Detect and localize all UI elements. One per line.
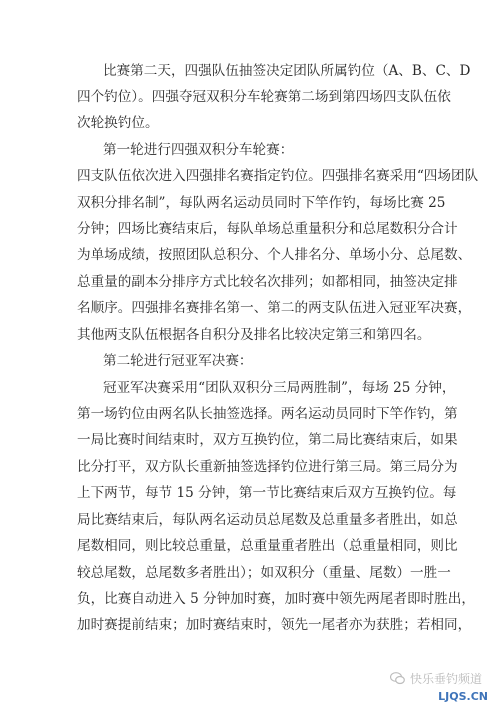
watermark-text: 快乐垂钓频道	[409, 672, 482, 686]
text-line: 一局比赛时间结束时，双方互换钓位，第二局比赛结束后，如果	[77, 432, 458, 448]
text-line: 局比赛结束后，每队两名运动员总尾数及总重量多者胜出，如总	[77, 512, 458, 528]
text-line: 四个钓位）。四强夺冠双积分车轮赛第二场到第四场四支队伍依	[77, 89, 451, 105]
text-line: 四支队伍依次进入四强排名赛指定钓位。四强排名赛采用“四场团队	[77, 168, 479, 184]
text-line: 为单场成绩，按照团队总积分、个人排名分、单场小分、总尾数、	[77, 247, 472, 263]
text-line: 名顺序。四强排名赛排名第一、第二的两支队伍进入冠亚军决赛，	[77, 300, 472, 316]
text-line: 上下两节，每节 15 分钟，第一节比赛结束后双方互换钓位。每	[77, 485, 457, 501]
text-line: 分钟；四场比赛结束后，每队单场总重量积分和总尾数积分合计	[77, 221, 458, 237]
text-line: 较总尾数，总尾数多者胜出）；如双积分（重量、尾数）一胜一	[77, 565, 451, 581]
text-line: 其他两支队伍根据各自积分及排名比较决定第三和第四名。	[77, 327, 431, 343]
text-line: 总重量的副本分排序方式比较名次排列；如都相同，抽签决定排	[77, 274, 458, 290]
text-line: 比赛第二天，四强队伍抽签决定团队所属钓位（A、B、C、D	[103, 63, 471, 79]
text-line: 次轮换钓位。	[77, 115, 159, 131]
site-logo[interactable]: LJQS.CN	[438, 690, 488, 703]
wechat-icon	[390, 672, 405, 685]
text-line: 加时赛提前结束；加时赛结束时，领先一尾者亦为获胜；若相同，	[77, 617, 472, 633]
text-line: 比分打平，双方队长重新抽签选择钓位进行第三局。第三局分为	[77, 459, 458, 475]
text-line: 第二轮进行冠亚军决赛：	[103, 353, 253, 369]
text-line: 负，比赛自动进入 5 分钟加时赛，加时赛中领先两尾者即时胜出，	[77, 591, 475, 607]
text-line: 第一轮进行四强双积分车轮赛：	[103, 142, 294, 158]
text-line: 第一场钓位由两名队长抽签选择。两名运动员同时下竿作钓，第	[77, 406, 458, 422]
watermark	[390, 670, 482, 687]
text-line: 冠亚军决赛采用“团队双积分三局两胜制”，每场 25 分钟，	[103, 380, 456, 396]
text-line: 双积分排名制”，每队两名运动员同时下竿作钓，每场比赛 25	[77, 195, 446, 211]
text-line: 尾数相同，则比较总重量，总重量重者胜出（总重量相同，则比	[77, 538, 458, 554]
